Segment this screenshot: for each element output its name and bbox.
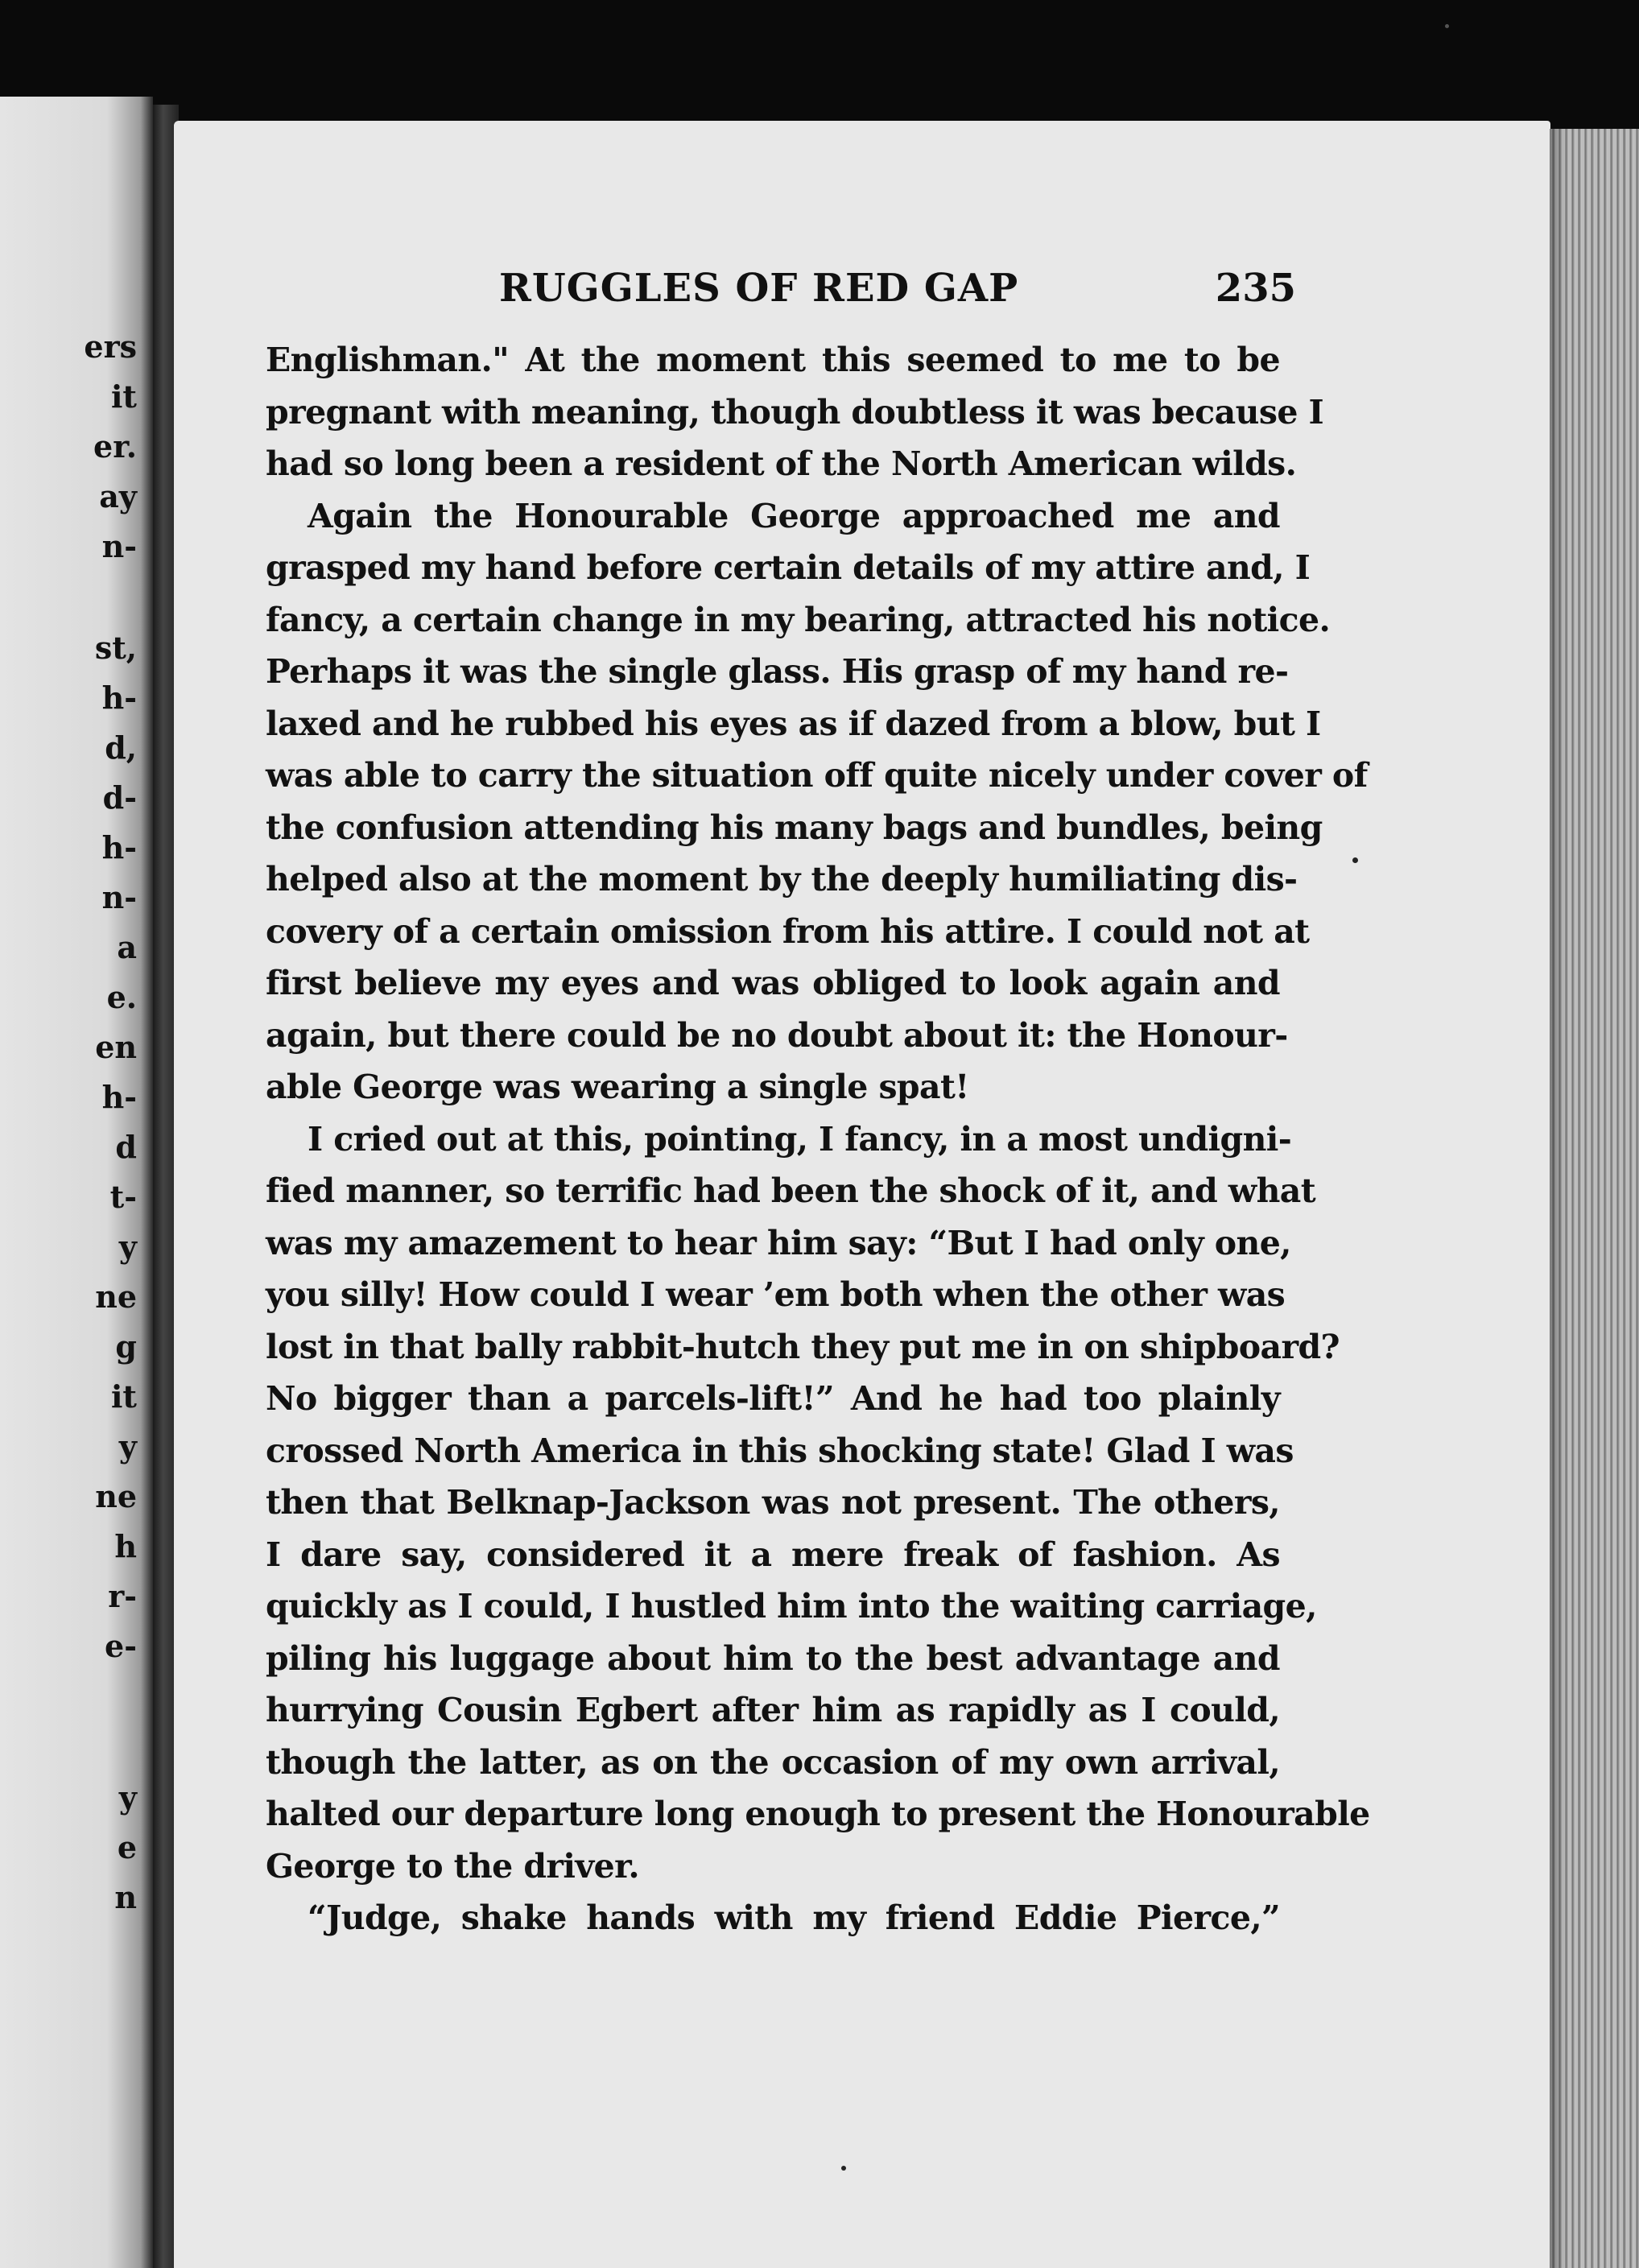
text-line: “Judge, shake hands with my friend Eddie Pierce,” [308,1898,1280,1937]
edge-fragment: h- [101,1079,137,1115]
text-line: quickly as I could, I hustled him into the waiting carriage, [266,1587,1317,1626]
edge-fragment: n- [101,879,137,915]
text-line: had so long been a resident of the North American wilds. [266,444,1297,483]
text-line: fancy, a certain change in my bearing, attracted his notice. [266,600,1331,639]
text-line: hurrying Cousin Egbert after him as rapidly as I could, [266,1691,1280,1729]
text-line: I cried out at this, pointing, I fancy, in a most undigni- [308,1119,1292,1159]
text-line: covery of a certain omission from his attire. I could not at [266,911,1310,951]
text-line: Perhaps it was the single glass. His grasp of my hand re- [266,652,1289,691]
edge-fragment: d [115,1129,137,1165]
text-line: able George was wearing a single spat! [266,1068,969,1106]
text-line: George to the driver. [266,1846,640,1886]
edge-fragment: it [111,378,137,415]
text-line: then that Belknap-Jackson was not present. The others, [266,1483,1280,1522]
edge-fragment: e [117,1829,137,1865]
edge-fragment: y [118,1428,137,1464]
text-line: piling his luggage about him to the best advantage and [266,1638,1280,1678]
text-line: Englishman." At the moment this seemed to me to be [266,341,1280,379]
edge-fragment: it [111,1378,137,1415]
text-line: the confusion attending his many bags and bundles, being [266,808,1323,847]
facing-page-edge [0,97,153,2268]
text-line: was my amazement to hear him say: “But I had only one, [266,1223,1291,1262]
text-line: Again the Honourable George approached me and [308,496,1280,535]
print-speck [841,2166,846,2171]
edge-fragment: d, [105,729,137,766]
text-line: grasped my hand before certain details of my attire and, I [266,548,1311,587]
edge-fragment: st, [94,630,137,666]
text-line: pregnant with meaning, though doubtless it was because I [266,392,1324,432]
text-line: was able to carry the situation off quite nicely under cover of [266,756,1368,795]
text-line: No bigger than a parcels-lift!” And he had too plainly [266,1379,1280,1418]
text-line: I dare say, considered it a mere freak of fashion. As [266,1535,1280,1574]
running-title: RUGGLES OF RED GAP [499,266,1019,311]
edge-fragment: h [114,1528,137,1564]
edge-fragment: a [117,929,137,965]
page-number: 235 [1215,266,1296,311]
print-speck [1445,24,1449,28]
running-head [266,266,1296,322]
edge-fragment: r- [108,1578,137,1614]
text-line: helped also at the moment by the deeply humiliating dis- [266,860,1298,899]
edge-fragment: y [118,1229,137,1265]
print-speck [1352,857,1358,863]
edge-fragment: h- [101,680,137,716]
edge-fragment: d- [102,779,137,816]
text-line: though the latter, as on the occasion of my own arrival, [266,1742,1280,1782]
edge-fragment: e- [105,1628,137,1664]
edge-fragment: n [114,1879,137,1915]
edge-fragment: g [115,1328,137,1365]
text-line: first believe my eyes and was obliged to look again and [266,964,1280,1002]
text-line: lost in that bally rabbit-hutch they put me in on shipboard? [266,1327,1340,1366]
body-text [266,334,1370,1944]
edge-fragment: h- [101,829,137,865]
edge-fragment: ne [95,1478,137,1514]
edge-fragment: en [95,1029,137,1065]
edge-fragment: ne [95,1279,137,1315]
text-line: again, but there could be no doubt about it: the Honour- [266,1015,1288,1055]
edge-fragment: ers [84,328,137,365]
text-line: crossed North America in this shocking state! Glad I was [266,1431,1294,1470]
edge-fragment: n- [101,528,137,564]
text-line: halted our departure long enough to present the Honourable [266,1795,1370,1833]
edge-fragment: y [118,1779,137,1816]
text-line: fied manner, so terrific had been the shock of it, and what [266,1171,1316,1210]
text-line: laxed and he rubbed his eyes as if dazed from a blow, but I [266,704,1321,743]
edge-fragment: ay [99,478,137,514]
edge-fragment: er. [93,428,137,465]
text-line: you silly! How could I wear ’em both when the other was [266,1275,1286,1314]
page-block-shadow [1550,129,1566,2268]
edge-fragment: e. [106,979,137,1015]
edge-fragment: t- [109,1179,137,1215]
